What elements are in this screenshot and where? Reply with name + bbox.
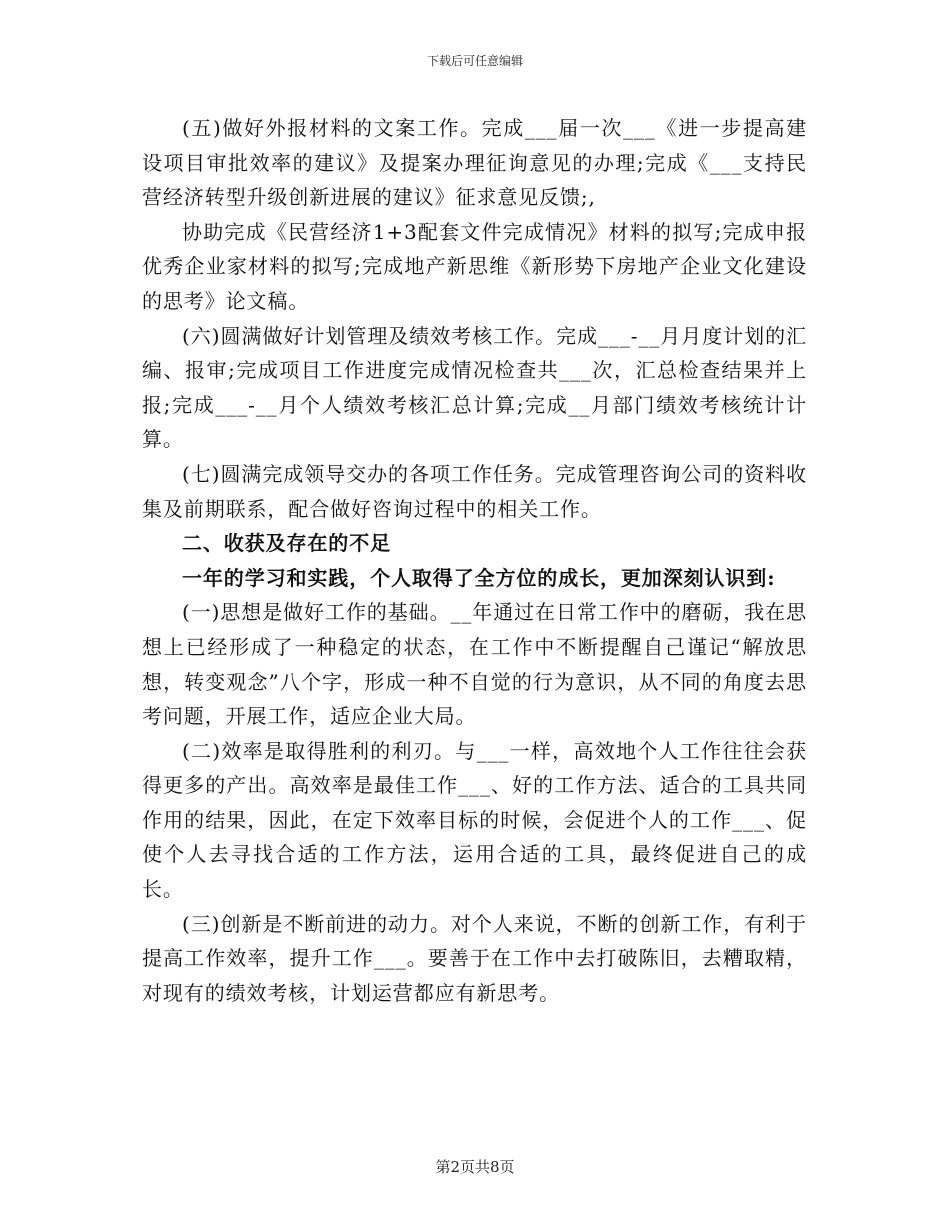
section-heading-gains-shortcomings: 二、收获及存在的不足 [182, 531, 391, 556]
document-body [142, 111, 807, 1010]
section-lead-sentence: 一年的学习和实践，个人取得了全方位的成长，更加深刻认识到: [182, 565, 776, 590]
paragraph-assist-drafting: 协助完成《民营经济1+3配套文件完成情况》材料的拟写;完成申报优秀企业家材料的拟写;完成地产新思维《新形势下房地产企业文化建设的思考》论文稿。 [142, 219, 807, 313]
paragraph-7-leader-tasks: (七)圆满完成领导交办的各项工作任务。完成管理咨询公司的资料收集及前期联系，配合做好咨询过程中的相关工作。 [142, 461, 807, 521]
paragraph-5-external-reports: (五)做好外报材料的文案工作。完成___届一次___《进一步提高建设项目审批效率的建议》及提案办理征询意见的办理;完成《___支持民营经济转型升级创新进展的建议》征求意见反馈;, [142, 116, 807, 210]
page-header: 下载后可任意编辑 [426, 54, 523, 68]
paragraph-6-plan-management: (六)圆满做好计划管理及绩效考核工作。完成___-__月月度计划的汇编、报审;完成项目工作进度完成情况检查共___次，汇总检查结果并上报;完成___-__月个人绩效考核汇总计算;完成__月部门绩效考核统计计算。 [142, 323, 807, 452]
paragraph-3-innovation: (三)创新是不断前进的动力。对个人来说，不断的创新工作，有利于提高工作效率，提升工作___。要善于在工作中去打破陈旧，去糟取精，对现有的绩效考核，计划运营都应有新思考。 [142, 911, 807, 1005]
paragraph-2-efficiency: (二)效率是取得胜利的利刃。与___一样，高效地个人工作往往会获得更多的产出。高效率是最佳工作___、好的工作方法、适合的工具共同作用的结果，因此，在定下效率目标的时候，会促进个人的工作___、促使个人去寻找合适的工作方法，运用合适的工具，最终促进自己的成长。 [142, 738, 807, 902]
paragraph-1-thinking: (一)思想是做好工作的基础。__年通过在日常工作中的磨砺，我在思想上已经形成了一种稳定的状态，在工作中不断提醒自己谨记“解放思想，转变观念”八个字，形成一种不自觉的行为意识，从不同的角度去思考问题，开展工作，适应企业大局。 [142, 600, 807, 729]
page-number: 第2页共8页 [435, 1158, 515, 1176]
